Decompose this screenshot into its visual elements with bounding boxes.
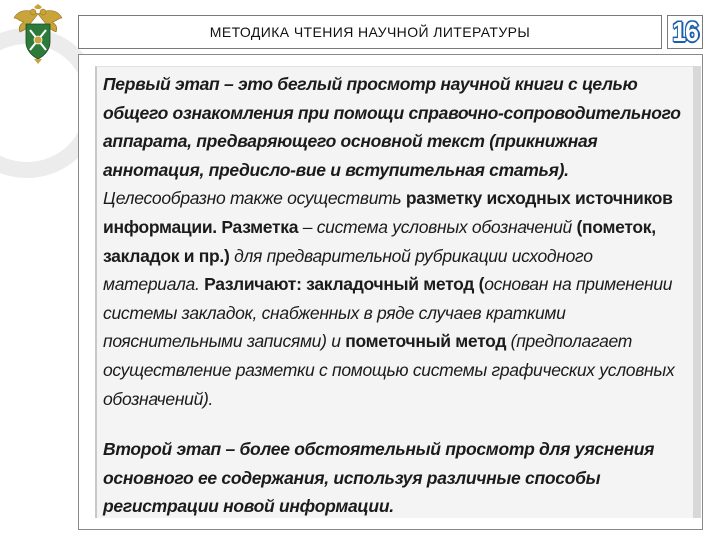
text-run: Второй этап – более обстоятельный просмотр для уяснения основного ее содержания, используя различные способы регистрации новой информации. <box>103 439 655 517</box>
text-run: основан на применении системы закладок, снабженных в ряде случаев краткими пояснительными записями) и <box>103 274 673 352</box>
text-run: Целесообразно также осуществить <box>103 188 406 209</box>
text-run: (предполагает осуществление разметки с помощью системы графических условных обозначений). <box>103 331 675 409</box>
text-run: пометочный метод <box>345 331 507 352</box>
paragraph-second-stage <box>103 435 691 521</box>
scroll-strip <box>693 66 701 518</box>
text-run: Различают: закладочный метод <box>204 274 475 295</box>
text-run: (пометок, закладок и пр.) <box>103 216 656 266</box>
text-run: Первый этап – это беглый просмотр научной книги с целью общего ознакомления при помощи справочно-сопроводительного аппарата, предваряющего основной текст <box>103 74 681 152</box>
text-run: – система условных обозначений <box>298 216 577 237</box>
slide-title: МЕТОДИКА ЧТЕНИЯ НАУЧНОЙ ЛИТЕРАТУРЫ <box>209 24 531 40</box>
text-body <box>103 70 691 521</box>
paragraph-first-stage <box>103 70 691 413</box>
page-number-frame <box>667 15 703 49</box>
text-run: Разметка <box>216 216 299 237</box>
slide-title-frame <box>78 15 662 49</box>
text-run: ( <box>474 274 485 295</box>
text-run: для предварительной рубрикации исходного материала. <box>103 245 593 295</box>
text-run: разметку исходных источников информации. <box>103 188 673 237</box>
page-number: 16 <box>672 16 698 47</box>
coat-of-arms-icon <box>10 4 66 64</box>
text-run: (прикнижная аннотация, предисло-вие и вступительная статья). <box>103 131 598 180</box>
